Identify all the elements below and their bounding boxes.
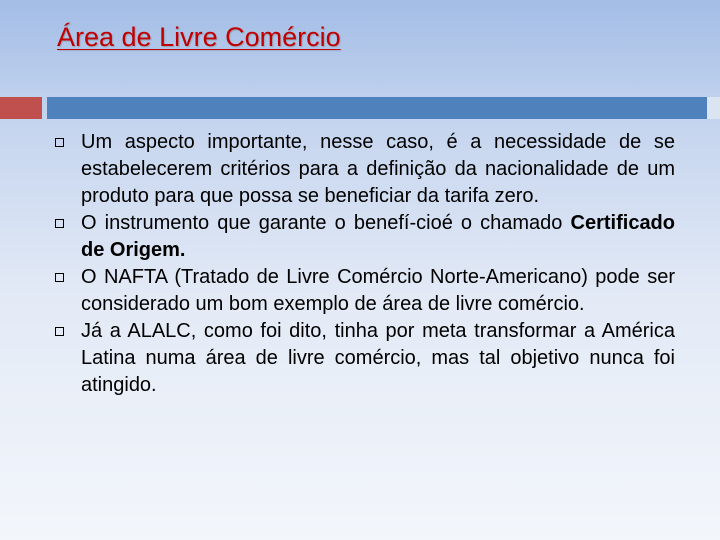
bullet-text: Já a ALALC, como foi dito, tinha por meta transformar a América Latina numa área de livre comércio, mas tal objetivo nunca foi atingido.	[81, 320, 675, 396]
bullet-item	[55, 318, 675, 399]
accent-bar-blue	[47, 97, 720, 119]
hollow-square-icon	[55, 273, 64, 282]
bullet-text: O NAFTA (Tratado de Livre Comércio Norte-Americano) pode ser considerado um bom exemplo de área de livre comércio.	[81, 266, 675, 315]
slide-title: Área de Livre Comércio	[57, 22, 341, 52]
bullet-text	[81, 212, 675, 261]
bullet-item	[55, 210, 675, 264]
hollow-square-icon	[55, 219, 64, 228]
bullet-text-bold: Certificado de Origem.	[81, 212, 675, 261]
bullet-list	[55, 129, 675, 399]
bullet-item	[55, 129, 675, 210]
bullet-text-regular: O instrumento que garante o benefí-cioé o chamado	[81, 212, 571, 234]
accent-bar-edge	[707, 97, 720, 119]
accent-bar-red	[0, 97, 42, 119]
hollow-square-icon	[55, 327, 64, 336]
bullet-text: Um aspecto importante, nesse caso, é a necessidade de se estabelecerem critérios para a definição da nacionalidade de um produto para que possa se beneficiar da tarifa zero.	[81, 131, 675, 207]
bullet-item	[55, 264, 675, 318]
hollow-square-icon	[55, 138, 64, 147]
